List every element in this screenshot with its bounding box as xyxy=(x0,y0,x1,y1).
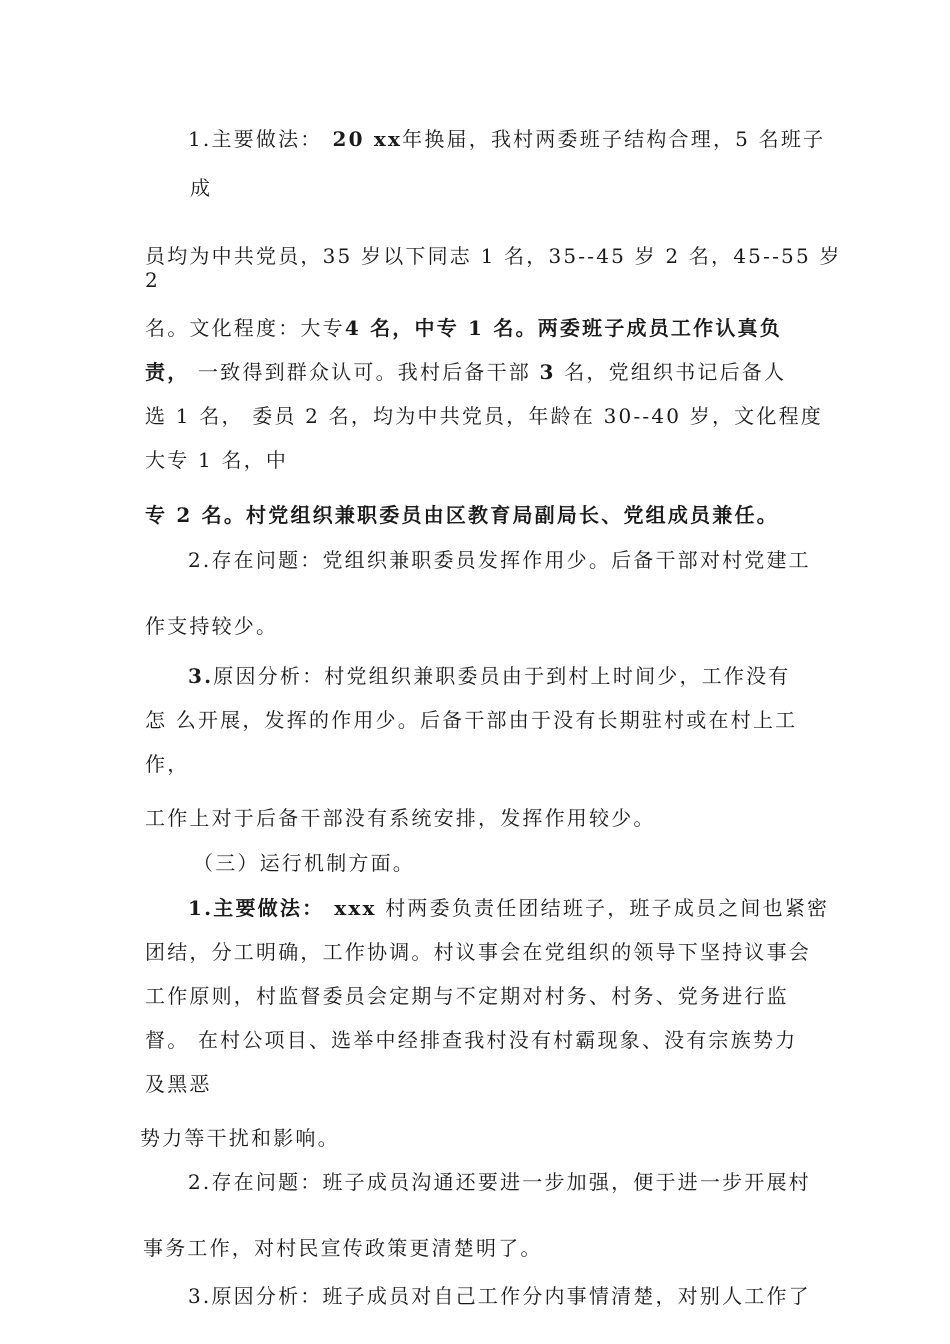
p4-line-3: 工作原则，村监督委员会定期与不定期对村务、村务、党务进行监 xyxy=(145,984,789,1008)
p1-line-4: 2 xyxy=(145,268,160,292)
p1-year: 20 xx xyxy=(332,127,403,151)
p1-line-5-a: 名。文化程度：大专 xyxy=(145,316,345,340)
p3-line-1-a: 3. xyxy=(188,664,214,688)
p5-line-2: 事务工作，对村民宣传政策更清楚明了。 xyxy=(143,1236,543,1260)
p1-line-3: 员均为中共党员，35 岁以下同志 1 名，35--45 岁 2 名，45--55 岁 xyxy=(145,244,842,268)
p3-line-4: 工作上对于后备干部没有系统安排，发挥作用较少。 xyxy=(145,806,656,830)
p4-line-1 xyxy=(188,896,829,920)
p4-label: 1.主要做法： xyxy=(188,896,325,920)
p4-line-5: 及黑恶 xyxy=(145,1072,212,1096)
p1-line-5 xyxy=(145,316,782,340)
p3-line-2: 怎 么开展，发挥的作用少。后备干部由于没有长期驻村或在村上工 xyxy=(145,708,798,732)
p1-line-6-a: 责， xyxy=(145,360,190,384)
p1-line-6 xyxy=(145,360,786,384)
p1-line-1 xyxy=(188,127,825,151)
p3-line-3: 作， xyxy=(145,752,190,776)
p1-line-6-d: 名，党组织书记后备人 xyxy=(555,360,787,384)
p1-line-1-rest: 年换届，我村两委班子结构合理，5 名班子 xyxy=(402,127,826,151)
p2-line-1: 2.存在问题：党组织兼职委员发挥作用少。后备干部对村党建工 xyxy=(188,548,811,572)
p4-line-6: 势力等干扰和影响。 xyxy=(140,1126,340,1150)
p4-line-4: 督。 在村公项目、选举中经排查我村没有村霸现象、没有宗族势力 xyxy=(145,1028,798,1052)
p1-line-2: 成 xyxy=(190,176,213,200)
p5-line-1: 2.存在问题：班子成员沟通还要进一步加强，便于进一步开展村 xyxy=(188,1170,811,1194)
p1-line-6-b: 一致得到群众认可。我村后备干部 xyxy=(189,360,540,384)
p4-xxx: xxx xyxy=(334,896,377,920)
p4-line-2: 团结，分工明确，工作协调。村议事会在党组织的领导下坚持议事会 xyxy=(145,940,811,964)
p4-line-1-rest: 村两委负责任团结班子，班子成员之间也紧密 xyxy=(376,896,830,920)
p1-label: 1.主要做法： xyxy=(188,127,323,151)
p1-line-7: 选 1 名， 委员 2 名，均为中共党员，年龄在 30--40 岁，文化程度 xyxy=(145,404,823,428)
p1-line-6-c: 3 xyxy=(539,360,556,384)
p1-line-5-b: 4 名，中专 1 名。两委班子成员工作认真负 xyxy=(344,316,782,340)
p1-line-9: 专 2 名。村党组织兼职委员由区教育局副局长、党组成员兼任。 xyxy=(145,503,779,527)
section-heading: （三）运行机制方面。 xyxy=(193,851,415,875)
p6-line-1: 3.原因分析：班子成员对自己工作分内事情清楚，对别人工作了 xyxy=(188,1284,811,1308)
p2-line-2: 作支持较少。 xyxy=(145,614,279,638)
p3-line-1-b: 原因分析：村党组织兼职委员由于到村上时间少，工作没有 xyxy=(213,664,791,688)
p1-line-8: 大专 1 名，中 xyxy=(145,448,289,472)
p3-line-1 xyxy=(188,664,790,688)
